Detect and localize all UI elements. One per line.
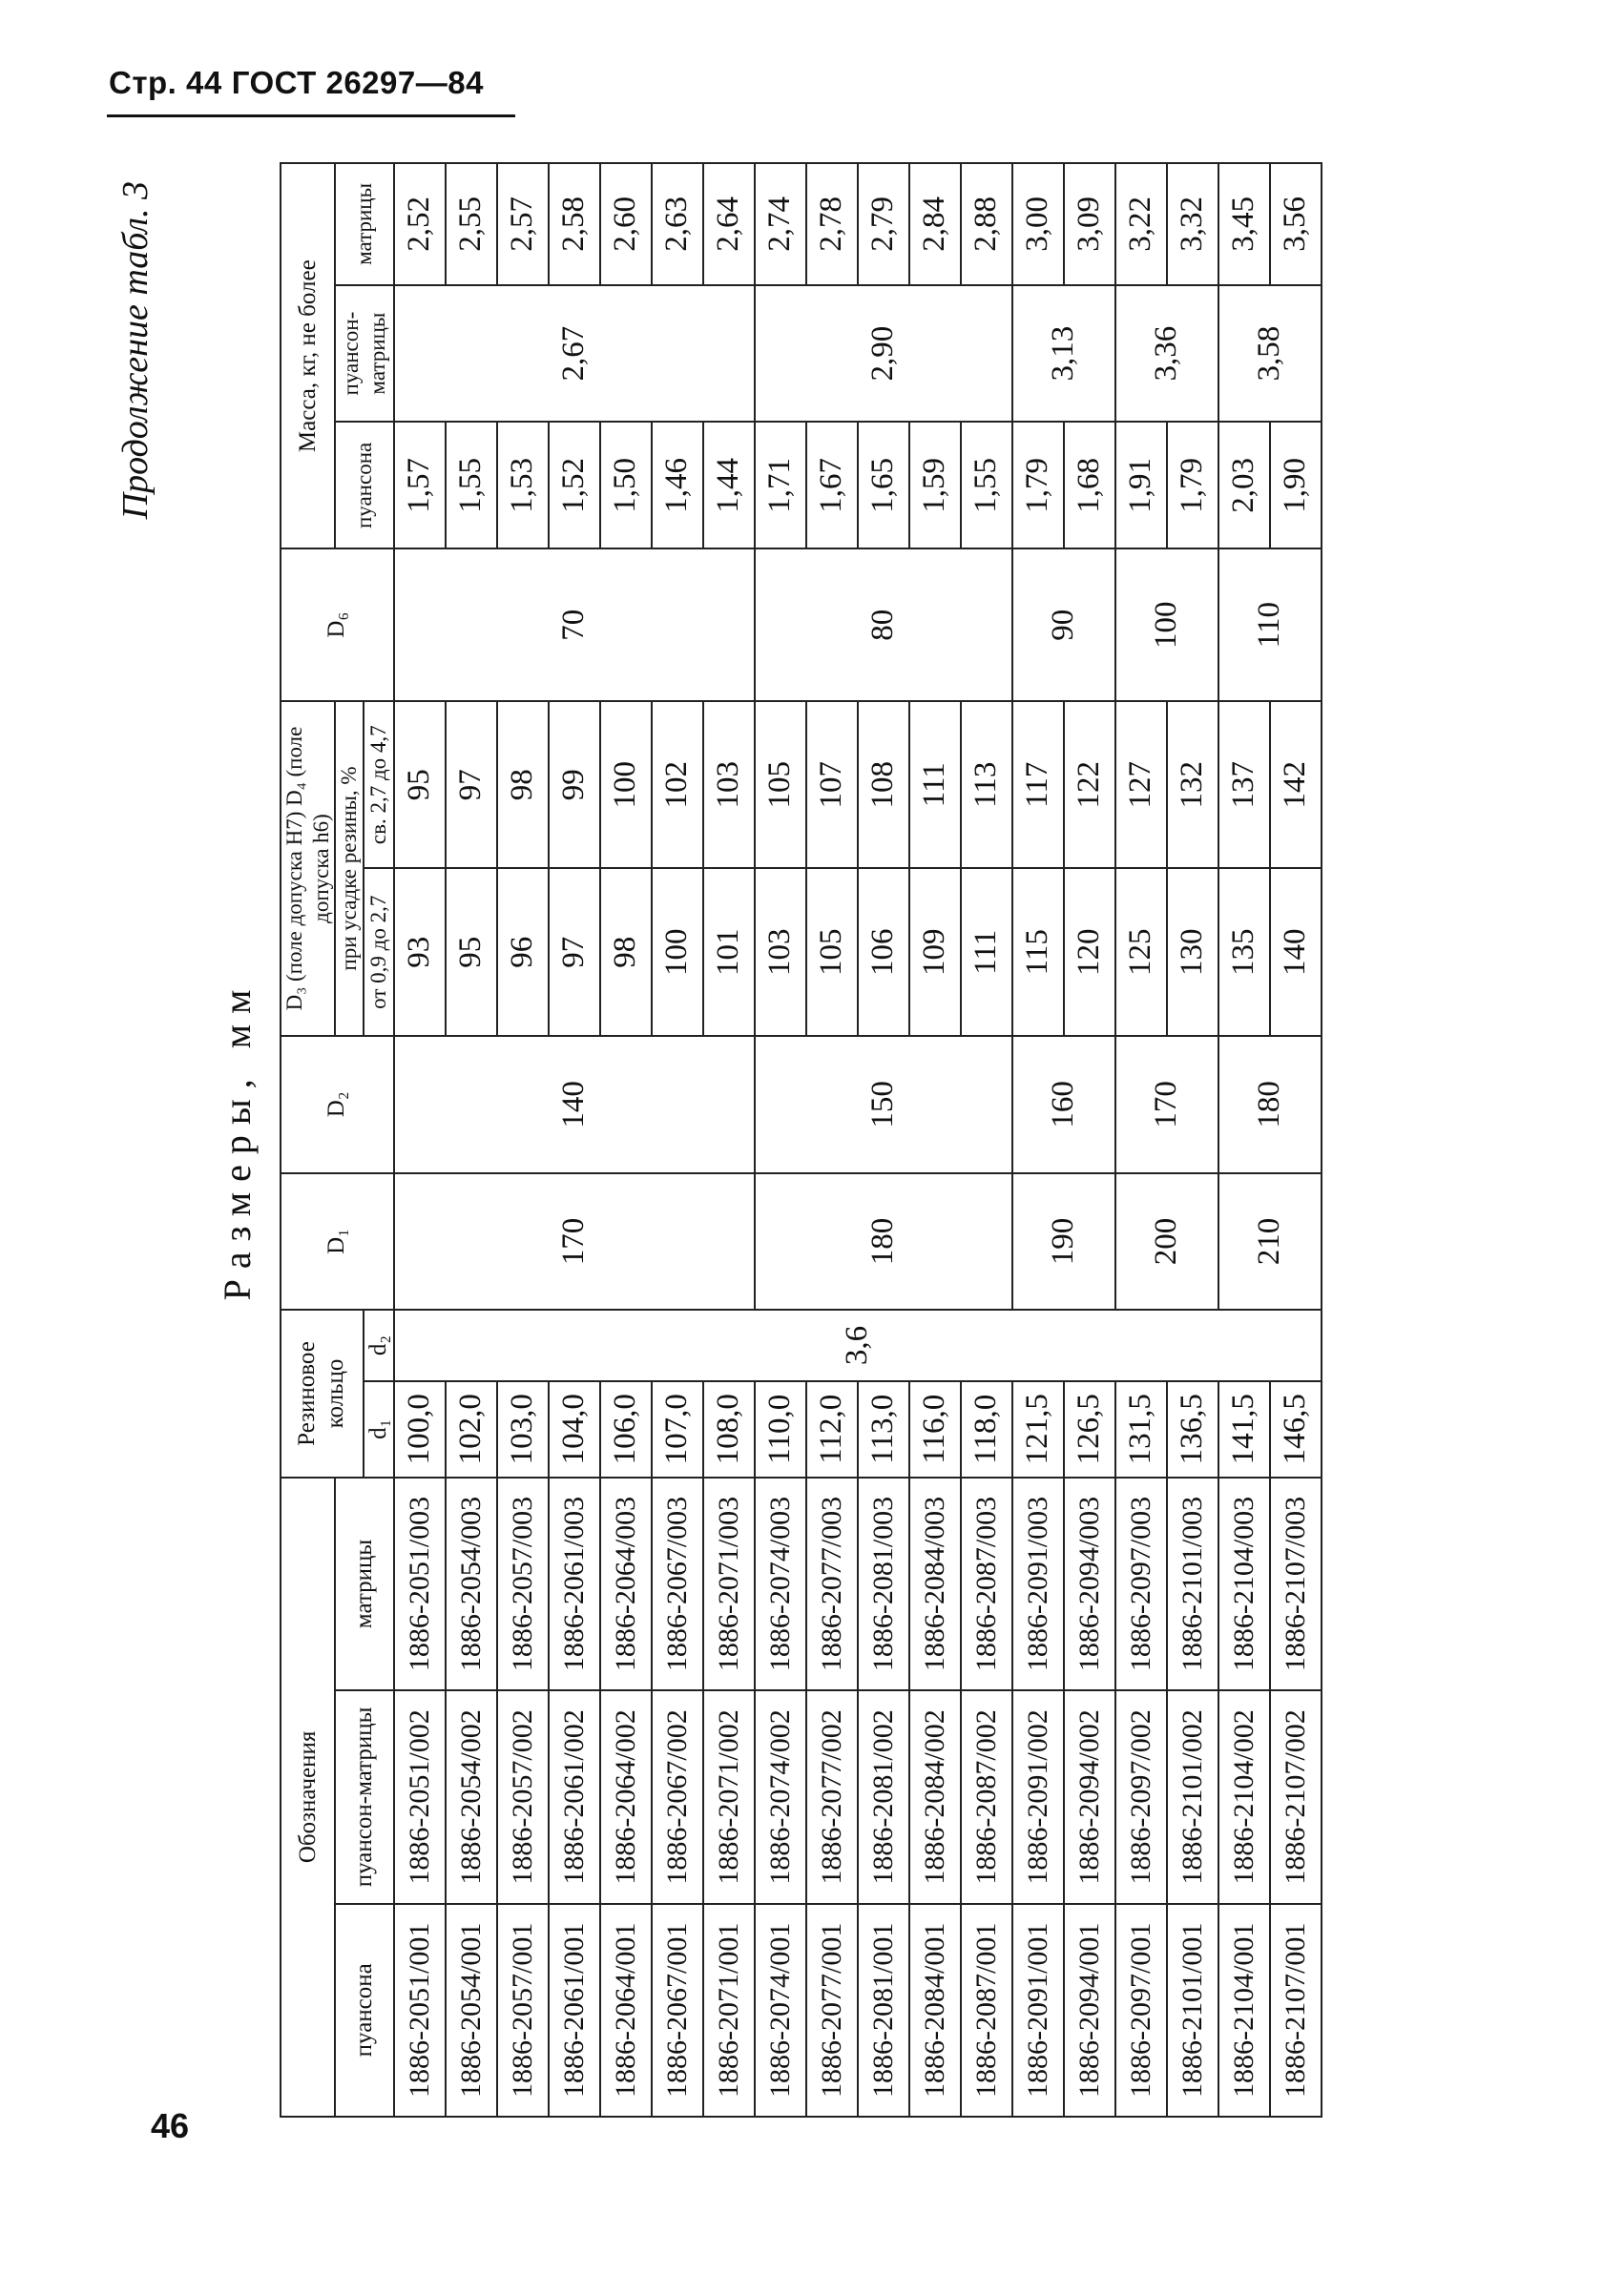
cell-D3: 115 <box>1012 869 1064 1037</box>
cell-die: 1886-2104/003 <box>1218 1478 1270 1690</box>
table-body <box>394 163 1322 2117</box>
cell-d1: 118,0 <box>961 1381 1012 1478</box>
cell-mass-punch: 1,44 <box>703 422 755 548</box>
cell-die: 1886-2061/003 <box>549 1478 600 1690</box>
cell-D2: 180 <box>1218 1036 1322 1173</box>
cell-mass-punch-die: 2,67 <box>394 285 755 423</box>
cell-D4: 111 <box>909 701 961 869</box>
cell-mass-punch: 1,57 <box>394 422 446 548</box>
cell-D1: 200 <box>1115 1173 1218 1311</box>
cell-punch-die: 1886-2094/002 <box>1064 1690 1115 1903</box>
cell-punch: 1886-2101/001 <box>1167 1904 1218 2117</box>
cell-punch: 1886-2054/001 <box>446 1904 497 2117</box>
cell-mass-die: 2,58 <box>549 163 600 285</box>
cell-punch-die: 1886-2107/002 <box>1270 1690 1322 1903</box>
cell-D4: 108 <box>858 701 909 869</box>
table-row <box>1218 163 1270 2117</box>
header-D1: D₁ <box>281 1173 394 1311</box>
cell-D3: 96 <box>497 869 549 1037</box>
cell-D3: 140 <box>1270 869 1322 1037</box>
page-header <box>109 65 484 101</box>
cell-mass-punch: 1,50 <box>600 422 652 548</box>
cell-mass-die: 2,57 <box>497 163 549 285</box>
cell-punch-die: 1886-2057/002 <box>497 1690 549 1903</box>
cell-mass-die: 2,64 <box>703 163 755 285</box>
cell-mass-die: 2,74 <box>755 163 806 285</box>
cell-d1: 108,0 <box>703 1381 755 1478</box>
dimensions-title: Размеры, мм <box>196 163 281 2117</box>
cell-D4: 102 <box>652 701 703 869</box>
table-row <box>1012 163 1064 2117</box>
cell-D4: 117 <box>1012 701 1064 869</box>
cell-D2: 160 <box>1012 1036 1115 1173</box>
cell-die: 1886-2071/003 <box>703 1478 755 1690</box>
cell-d1: 110,0 <box>755 1381 806 1478</box>
cell-mass-die: 2,79 <box>858 163 909 285</box>
cell-d1: 112,0 <box>806 1381 858 1478</box>
header-shrink-low: от 0,9 до 2,7 <box>364 869 394 1037</box>
header-shrinkage: при усадке резины, % <box>335 701 364 1036</box>
cell-d1: 146,5 <box>1270 1381 1322 1478</box>
cell-punch-die: 1886-2067/002 <box>652 1690 703 1903</box>
cell-mass-punch: 1,79 <box>1167 422 1218 548</box>
cell-D4: 98 <box>497 701 549 869</box>
cell-mass-die: 3,22 <box>1115 163 1167 285</box>
cell-mass-punch-die: 3,36 <box>1115 285 1218 423</box>
header-mass-punch: пуансона <box>335 422 394 548</box>
cell-punch: 1886-2097/001 <box>1115 1904 1167 2117</box>
cell-die: 1886-2074/003 <box>755 1478 806 1690</box>
cell-punch: 1886-2091/001 <box>1012 1904 1064 2117</box>
cell-mass-punch: 1,71 <box>755 422 806 548</box>
cell-mass-die: 3,32 <box>1167 163 1218 285</box>
standard-number: ГОСТ 26297—84 <box>231 65 484 100</box>
cell-mass-punch: 1,90 <box>1270 422 1322 548</box>
cell-mass-punch: 1,79 <box>1012 422 1064 548</box>
table-row <box>755 163 806 2117</box>
cell-mass-punch: 1,67 <box>806 422 858 548</box>
cell-mass-die: 2,52 <box>394 163 446 285</box>
table-row <box>1115 163 1167 2117</box>
cell-punch: 1886-2104/001 <box>1218 1904 1270 2117</box>
cell-mass-die: 2,63 <box>652 163 703 285</box>
cell-punch-die: 1886-2081/002 <box>858 1690 909 1903</box>
header-D3D4: D₃ (поле допуска H7) D₄ (поле допуска h6) <box>281 701 335 1036</box>
cell-punch: 1886-2071/001 <box>703 1904 755 2117</box>
cell-mass-punch: 1,55 <box>446 422 497 548</box>
cell-D3: 135 <box>1218 869 1270 1037</box>
continuation-caption: Продолжение табл. 3 <box>115 181 156 520</box>
cell-punch: 1886-2094/001 <box>1064 1904 1115 2117</box>
cell-punch-die: 1886-2071/002 <box>703 1690 755 1903</box>
cell-D4: 99 <box>549 701 600 869</box>
cell-D3: 101 <box>703 869 755 1037</box>
cell-mass-punch: 1,46 <box>652 422 703 548</box>
cell-punch: 1886-2067/001 <box>652 1904 703 2117</box>
header-D6: D₆ <box>281 548 394 701</box>
cell-D2: 170 <box>1115 1036 1218 1173</box>
header-punch: пуансона <box>335 1904 394 2117</box>
header-mass-die: матрицы <box>335 163 394 285</box>
cell-die: 1886-2084/003 <box>909 1478 961 1690</box>
header-mass-punch-die: пуансон-матрицы <box>335 285 394 423</box>
header-punch-die: пуансон-матрицы <box>335 1690 394 1903</box>
cell-punch-die: 1886-2097/002 <box>1115 1690 1167 1903</box>
cell-d1: 131,5 <box>1115 1381 1167 1478</box>
cell-punch: 1886-2061/001 <box>549 1904 600 2117</box>
cell-mass-die: 3,56 <box>1270 163 1322 285</box>
cell-punch-die: 1886-2051/002 <box>394 1690 446 1903</box>
cell-punch: 1886-2081/001 <box>858 1904 909 2117</box>
cell-D4: 113 <box>961 701 1012 869</box>
cell-D3: 100 <box>652 869 703 1037</box>
cell-punch: 1886-2064/001 <box>600 1904 652 2117</box>
cell-mass-punch: 1,68 <box>1064 422 1115 548</box>
cell-D3: 120 <box>1064 869 1115 1037</box>
cell-mass-die: 2,84 <box>909 163 961 285</box>
cell-punch-die: 1886-2064/002 <box>600 1690 652 1903</box>
cell-mass-die: 2,60 <box>600 163 652 285</box>
cell-D3: 97 <box>549 869 600 1037</box>
header-designations: Обозначения <box>281 1478 335 2117</box>
cell-die: 1886-2067/003 <box>652 1478 703 1690</box>
cell-D1: 170 <box>394 1173 755 1311</box>
cell-mass-punch: 1,65 <box>858 422 909 548</box>
cell-D1: 180 <box>755 1173 1012 1311</box>
cell-D3: 109 <box>909 869 961 1037</box>
cell-D3: 93 <box>394 869 446 1037</box>
cell-mass-punch: 1,52 <box>549 422 600 548</box>
page-number: 46 <box>151 2106 190 2145</box>
cell-mass-die: 2,78 <box>806 163 858 285</box>
cell-die: 1886-2094/003 <box>1064 1478 1115 1690</box>
cell-d1: 102,0 <box>446 1381 497 1478</box>
rotated-table-block <box>95 162 1450 2118</box>
cell-punch-die: 1886-2061/002 <box>549 1690 600 1903</box>
cell-D3: 125 <box>1115 869 1167 1037</box>
header-d1: d₁ <box>364 1381 394 1478</box>
cell-punch-die: 1886-2054/002 <box>446 1690 497 1903</box>
cell-d1: 104,0 <box>549 1381 600 1478</box>
cell-mass-punch-die: 2,90 <box>755 285 1012 423</box>
cell-D1: 190 <box>1012 1173 1115 1311</box>
cell-D4: 127 <box>1115 701 1167 869</box>
cell-D6: 110 <box>1218 548 1322 701</box>
cell-D4: 105 <box>755 701 806 869</box>
cell-die: 1886-2101/003 <box>1167 1478 1218 1690</box>
cell-D6: 70 <box>394 548 755 701</box>
cell-punch: 1886-2087/001 <box>961 1904 1012 2117</box>
cell-d2: 3,6 <box>394 1310 1322 1380</box>
header-d2: d₂ <box>364 1310 394 1380</box>
cell-D4: 103 <box>703 701 755 869</box>
cell-die: 1886-2087/003 <box>961 1478 1012 1690</box>
header-shrink-high: св. 2,7 до 4,7 <box>364 701 394 869</box>
header-rule <box>107 114 515 117</box>
cell-D4: 107 <box>806 701 858 869</box>
cell-die: 1886-2057/003 <box>497 1478 549 1690</box>
header-D2: D₂ <box>281 1036 394 1173</box>
cell-D3: 111 <box>961 869 1012 1037</box>
cell-die: 1886-2091/003 <box>1012 1478 1064 1690</box>
cell-D2: 140 <box>394 1036 755 1173</box>
cell-mass-punch-die: 3,58 <box>1218 285 1322 423</box>
cell-mass-die: 2,88 <box>961 163 1012 285</box>
cell-D4: 122 <box>1064 701 1115 869</box>
cell-D3: 130 <box>1167 869 1218 1037</box>
cell-mass-die: 3,45 <box>1218 163 1270 285</box>
header-rubber-ring: Резиновое кольцо <box>281 1310 364 1478</box>
cell-d1: 141,5 <box>1218 1381 1270 1478</box>
cell-punch-die: 1886-2074/002 <box>755 1690 806 1903</box>
cell-D3: 106 <box>858 869 909 1037</box>
cell-punch-die: 1886-2091/002 <box>1012 1690 1064 1903</box>
cell-punch-die: 1886-2087/002 <box>961 1690 1012 1903</box>
cell-punch-die: 1886-2084/002 <box>909 1690 961 1903</box>
cell-d1: 136,5 <box>1167 1381 1218 1478</box>
cell-die: 1886-2064/003 <box>600 1478 652 1690</box>
cell-die: 1886-2077/003 <box>806 1478 858 1690</box>
cell-mass-die: 2,55 <box>446 163 497 285</box>
cell-d1: 113,0 <box>858 1381 909 1478</box>
cell-punch-die: 1886-2077/002 <box>806 1690 858 1903</box>
cell-mass-die: 3,00 <box>1012 163 1064 285</box>
page-label: Стр. 44 <box>109 65 222 100</box>
cell-punch: 1886-2074/001 <box>755 1904 806 2117</box>
cell-punch-die: 1886-2101/002 <box>1167 1690 1218 1903</box>
cell-d1: 106,0 <box>600 1381 652 1478</box>
cell-D3: 98 <box>600 869 652 1037</box>
cell-punch: 1886-2107/001 <box>1270 1904 1322 2117</box>
cell-d1: 107,0 <box>652 1381 703 1478</box>
dimensions-table <box>196 162 1322 2118</box>
header-die: матрицы <box>335 1478 394 1690</box>
cell-D3: 103 <box>755 869 806 1037</box>
cell-D4: 137 <box>1218 701 1270 869</box>
cell-mass-punch: 1,55 <box>961 422 1012 548</box>
cell-D4: 97 <box>446 701 497 869</box>
cell-D6: 80 <box>755 548 1012 701</box>
cell-punch: 1886-2084/001 <box>909 1904 961 2117</box>
cell-die: 1886-2081/003 <box>858 1478 909 1690</box>
cell-mass-punch-die: 3,13 <box>1012 285 1115 423</box>
cell-D6: 90 <box>1012 548 1115 701</box>
cell-punch: 1886-2077/001 <box>806 1904 858 2117</box>
cell-punch-die: 1886-2104/002 <box>1218 1690 1270 1903</box>
cell-D3: 95 <box>446 869 497 1037</box>
cell-die: 1886-2097/003 <box>1115 1478 1167 1690</box>
cell-d1: 103,0 <box>497 1381 549 1478</box>
cell-mass-punch: 1,53 <box>497 422 549 548</box>
cell-D2: 150 <box>755 1036 1012 1173</box>
cell-D6: 100 <box>1115 548 1218 701</box>
cell-D4: 132 <box>1167 701 1218 869</box>
cell-d1: 126,5 <box>1064 1381 1115 1478</box>
cell-D1: 210 <box>1218 1173 1322 1311</box>
cell-punch: 1886-2051/001 <box>394 1904 446 2117</box>
header-mass: Масса, кг, не более <box>281 163 335 548</box>
cell-d1: 116,0 <box>909 1381 961 1478</box>
cell-mass-punch: 1,91 <box>1115 422 1167 548</box>
cell-mass-die: 3,09 <box>1064 163 1115 285</box>
cell-D4: 142 <box>1270 701 1322 869</box>
cell-d1: 100,0 <box>394 1381 446 1478</box>
cell-D3: 105 <box>806 869 858 1037</box>
cell-D4: 100 <box>600 701 652 869</box>
cell-die: 1886-2054/003 <box>446 1478 497 1690</box>
cell-mass-punch: 2,03 <box>1218 422 1270 548</box>
table-row <box>394 163 446 2117</box>
cell-D4: 95 <box>394 701 446 869</box>
cell-mass-punch: 1,59 <box>909 422 961 548</box>
cell-die: 1886-2107/003 <box>1270 1478 1322 1690</box>
cell-punch: 1886-2057/001 <box>497 1904 549 2117</box>
cell-d1: 121,5 <box>1012 1381 1064 1478</box>
cell-die: 1886-2051/003 <box>394 1478 446 1690</box>
